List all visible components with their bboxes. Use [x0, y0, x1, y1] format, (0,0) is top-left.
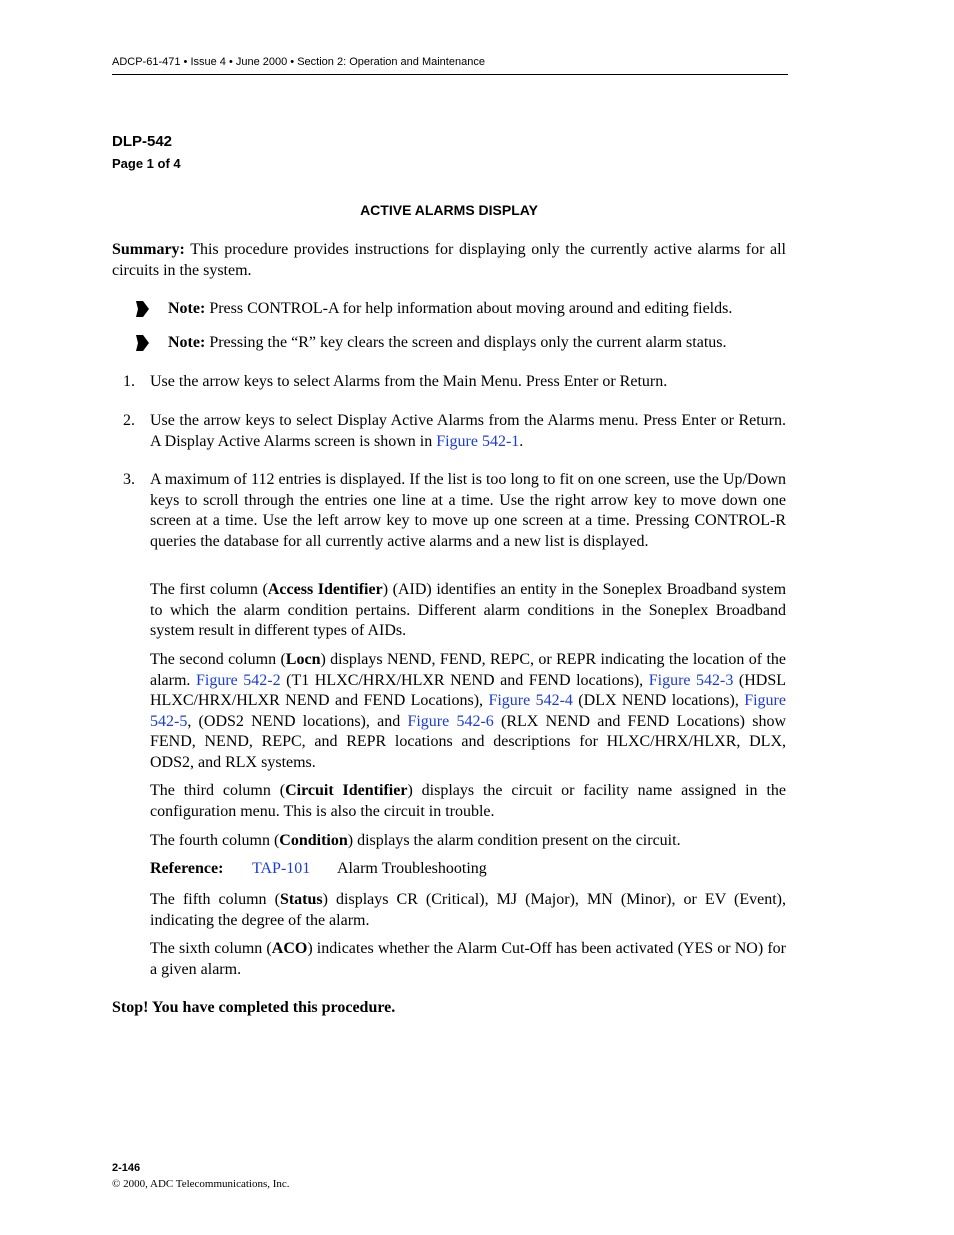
text: ) indicates whether the Alarm Cut-Off has been activated (YES or NO) for a given alarm.: [150, 940, 786, 978]
text: The second column (: [150, 651, 286, 668]
note-label: Note:: [168, 334, 206, 351]
text: (T1 HLXC/HRX/HLXR NEND and FEND locations),: [280, 671, 649, 689]
arrow-pointer-icon: [134, 300, 150, 318]
note-2-text: [168, 333, 726, 353]
figure-link[interactable]: Figure 542-3: [648, 671, 734, 689]
column-4-description: [150, 831, 786, 852]
column-1-description: [150, 580, 786, 642]
step-text: [150, 411, 786, 452]
column-name: ACO: [271, 940, 308, 957]
arrow-pointer-icon: [134, 334, 150, 352]
stop-statement: Stop! You have completed this procedure.: [112, 999, 396, 1016]
step-text-part: Use the arrow keys to select Display Active Alarms from the Alarms menu. Press Enter or Return. A Display Active Alarms screen is shown in: [150, 412, 786, 450]
step-text: A maximum of 112 entries is displayed. If the list is too long to fit on one screen, use the Up/Down keys to scroll through the entries one line at a time. Use the right arrow key to move down one screen at a time. Use the left arrow key to move up one screen at a time. Pressing CONTROL-R queries the database for all currently active alarms and a new list is displayed.: [150, 471, 786, 550]
figure-link[interactable]: Figure 542-2: [195, 671, 281, 689]
note-label: Note:: [168, 300, 206, 317]
text: ) displays CR (Critical), MJ (Major), MN (Minor), or EV (Event), indicating the degree of the alarm.: [150, 891, 786, 929]
text: ) displays the alarm condition present on the circuit.: [347, 832, 681, 849]
text: (RLX NEND and FEND Locations) show FEND, NEND, REPC, and REPR locations and descriptions for HLXC/HRX/HLXR, DLX, ODS2, and RLX systems.: [150, 712, 787, 771]
step-number: 1.: [123, 373, 135, 390]
figure-link[interactable]: Figure 542-1: [436, 432, 520, 450]
column-6-description: [150, 939, 786, 980]
step-text-part: .: [519, 432, 524, 450]
dlp-id: DLP-542: [112, 133, 173, 150]
column-5-description: [150, 890, 786, 931]
step-text: Use the arrow keys to select Alarms from the Main Menu. Press Enter or Return.: [150, 373, 668, 390]
text: The fifth column (: [150, 891, 280, 908]
figure-link[interactable]: Figure 542-5: [150, 692, 786, 730]
text: (HDSL HLXC/HRX/HLXR NEND and FEND Locations),: [150, 671, 787, 709]
column-name: Status: [279, 891, 323, 908]
summary-label: Summary:: [112, 241, 185, 258]
text: ) displays NEND, FEND, REPC, or REPR indicating the location of the alarm.: [150, 651, 787, 689]
figure-link[interactable]: Figure 542-6: [407, 712, 494, 730]
text: , (ODS2 NEND locations), and: [187, 712, 408, 730]
note-body: Press CONTROL-A for help information about moving around and editing fields.: [205, 300, 733, 317]
column-name: Access Identifier: [267, 581, 383, 598]
column-name: Circuit Identifier: [285, 782, 408, 799]
running-head: ADCP-61-471 • Issue 4 • June 2000 • Section 2: Operation and Maintenance: [112, 56, 485, 68]
note-1-text: [168, 299, 732, 319]
column-3-description: [150, 781, 786, 822]
text: The fourth column (: [150, 832, 280, 849]
text: ) displays the circuit or facility name assigned in the configuration menu. This is also the circuit in trouble.: [150, 782, 786, 820]
figure-link[interactable]: Figure 542-4: [488, 692, 573, 709]
column-2-description: [150, 650, 786, 773]
reference-link[interactable]: TAP-101: [252, 860, 311, 877]
page-indicator: Page 1 of 4: [112, 156, 181, 171]
header-rule: [112, 74, 788, 75]
step-number: 3.: [123, 471, 135, 488]
text: ) (AID) identifies an entity in the Soneplex Broadband system to which the alarm condition pertains. Different alarm conditions in the Soneplex Broadband system result in different types of AIDs.: [150, 581, 787, 639]
note-body: Pressing the “R” key clears the screen and displays only the current alarm status.: [205, 334, 727, 351]
step-number: 2.: [123, 412, 135, 429]
footer-page-number: 2-146: [112, 1162, 141, 1174]
reference-description: Alarm Troubleshooting: [337, 860, 487, 877]
summary-text: This procedure provides instructions for displaying only the currently active alarms for all circuits in the system.: [112, 241, 786, 279]
page-title: ACTIVE ALARMS DISPLAY: [360, 202, 538, 218]
text: The first column (: [150, 581, 268, 598]
footer-copyright: © 2000, ADC Telecommunications, Inc.: [112, 1178, 290, 1190]
summary-paragraph: [112, 240, 786, 281]
text: (DLX NEND locations),: [572, 692, 745, 709]
reference-label: Reference:: [150, 860, 224, 877]
text: The third column (: [150, 782, 286, 799]
text: The sixth column (: [150, 940, 272, 957]
column-name: Locn: [285, 651, 321, 668]
column-name: Condition: [279, 832, 348, 849]
